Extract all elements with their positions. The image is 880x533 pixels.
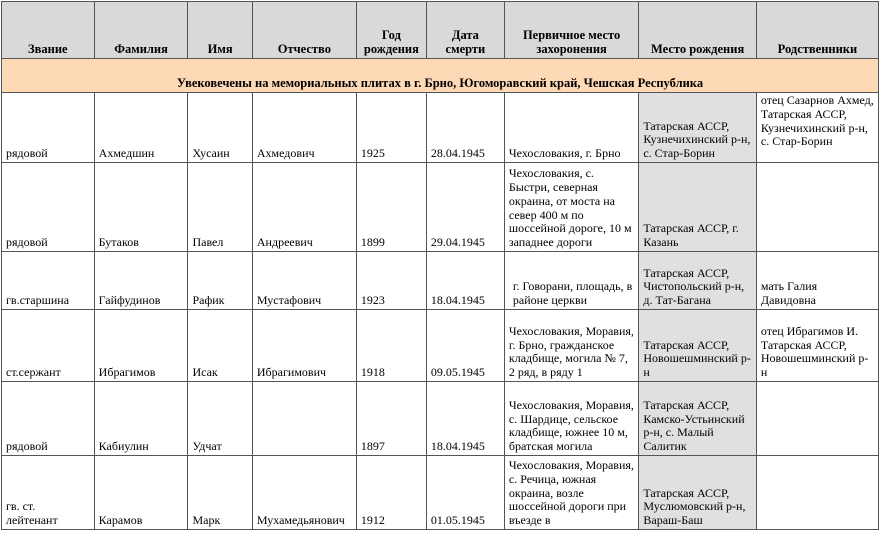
table-row — [2, 310, 879, 382]
cell-birth-year: 1923 — [356, 252, 426, 310]
cell-relatives: отец Ибрагимов И. Татарская АССР, Новошешминский р-н — [756, 310, 878, 382]
cell-rank: гв. ст. лейтенант — [2, 456, 95, 530]
cell-birth-year: 1912 — [356, 456, 426, 530]
section-title: Увековечены на мемориальных плитах в г. Брно, Югоморавский край, Чешская Республика — [2, 59, 879, 93]
cell-birthplace: Татарская АССР, г. Казань — [639, 163, 757, 252]
cell-relatives — [756, 163, 878, 252]
cell-birthplace: Татарская АССР, Кузнечихинский р-н, с. Стар-Борин — [639, 93, 757, 163]
cell-burial: Чехословакия, Моравия, г. Брно, гражданское кладбище, могила № 7, 2 ряд, в ряду 1 — [504, 310, 638, 382]
cell-birth-year: 1925 — [356, 93, 426, 163]
header-patronymic: Отчество — [252, 2, 356, 59]
header-rank: Звание — [2, 2, 95, 59]
header-birth-year: Год рождения — [356, 2, 426, 59]
cell-death-date: 29.04.1945 — [426, 163, 504, 252]
cell-relatives — [756, 382, 878, 456]
cell-patronymic: Андреевич — [252, 163, 356, 252]
cell-name: Хусаин — [188, 93, 252, 163]
memorial-table — [1, 1, 879, 530]
cell-rank: гв.старшина — [2, 252, 95, 310]
cell-burial: Чехословакия, Моравия, с. Речица, южная окраина, возле шоссейной дороги при въезде в — [504, 456, 638, 530]
table-row — [2, 382, 879, 456]
cell-name: Павел — [188, 163, 252, 252]
header-name: Имя — [188, 2, 252, 59]
cell-rank: рядовой — [2, 163, 95, 252]
table-row — [2, 93, 879, 163]
cell-patronymic — [252, 382, 356, 456]
cell-name: Марк — [188, 456, 252, 530]
cell-surname: Бутаков — [94, 163, 188, 252]
cell-rank: рядовой — [2, 93, 95, 163]
cell-surname: Ахмедшин — [94, 93, 188, 163]
cell-patronymic: Мустафович — [252, 252, 356, 310]
cell-death-date: 28.04.1945 — [426, 93, 504, 163]
cell-surname: Карамов — [94, 456, 188, 530]
cell-patronymic: Ибрагимович — [252, 310, 356, 382]
cell-birth-year: 1899 — [356, 163, 426, 252]
cell-surname: Кабиулин — [94, 382, 188, 456]
cell-birthplace: Татарская АССР, Камско-Устьинский р-н, с. Малый Салитик — [639, 382, 757, 456]
header-relatives: Родственники — [756, 2, 878, 59]
table-row — [2, 163, 879, 252]
header-burial: Первичное место захоронения — [504, 2, 638, 59]
cell-birthplace: Татарская АССР, Муслюмовский р-н, Вараш-Баш — [639, 456, 757, 530]
cell-burial: Чехословакия, г. Брно — [504, 93, 638, 163]
cell-surname: Ибрагимов — [94, 310, 188, 382]
cell-patronymic: Мухамедьянович — [252, 456, 356, 530]
cell-death-date: 18.04.1945 — [426, 252, 504, 310]
header-row — [2, 2, 879, 59]
cell-rank: ст.сержант — [2, 310, 95, 382]
cell-birth-year: 1897 — [356, 382, 426, 456]
cell-burial: Чехословакия, Моравия, с. Шардице, сельское кладбище, южнее 10 м, братская могила — [504, 382, 638, 456]
cell-death-date: 09.05.1945 — [426, 310, 504, 382]
cell-name: Удчат — [188, 382, 252, 456]
cell-burial: г. Говорани, площадь, в районе церкви — [504, 252, 638, 310]
section-row — [2, 59, 879, 93]
header-surname: Фамилия — [94, 2, 188, 59]
header-birthplace: Место рождения — [639, 2, 757, 59]
cell-birthplace: Татарская АССР, Чистопольский р-н, д. Тат-Багана — [639, 252, 757, 310]
cell-death-date: 18.04.1945 — [426, 382, 504, 456]
cell-relatives: отец Сазарнов Ахмед, Татарская АССР, Кузнечихинский р-н, с. Стар-Борин — [756, 93, 878, 163]
cell-surname: Гайфудинов — [94, 252, 188, 310]
cell-death-date: 01.05.1945 — [426, 456, 504, 530]
cell-birthplace: Татарская АССР, Новошешминский р-н — [639, 310, 757, 382]
table-row — [2, 456, 879, 530]
cell-name: Исак — [188, 310, 252, 382]
cell-burial: Чехословакия, с. Быстри, северная окраина, от моста на север 400 м по шоссейной дороге, 10 м западнее дороги — [504, 163, 638, 252]
header-death-date: Дата смерти — [426, 2, 504, 59]
cell-rank: рядовой — [2, 382, 95, 456]
cell-birth-year: 1918 — [356, 310, 426, 382]
cell-name: Рафик — [188, 252, 252, 310]
cell-patronymic: Ахмедович — [252, 93, 356, 163]
cell-relatives: мать Галия Давидовна — [756, 252, 878, 310]
cell-relatives — [756, 456, 878, 530]
table-row — [2, 252, 879, 310]
